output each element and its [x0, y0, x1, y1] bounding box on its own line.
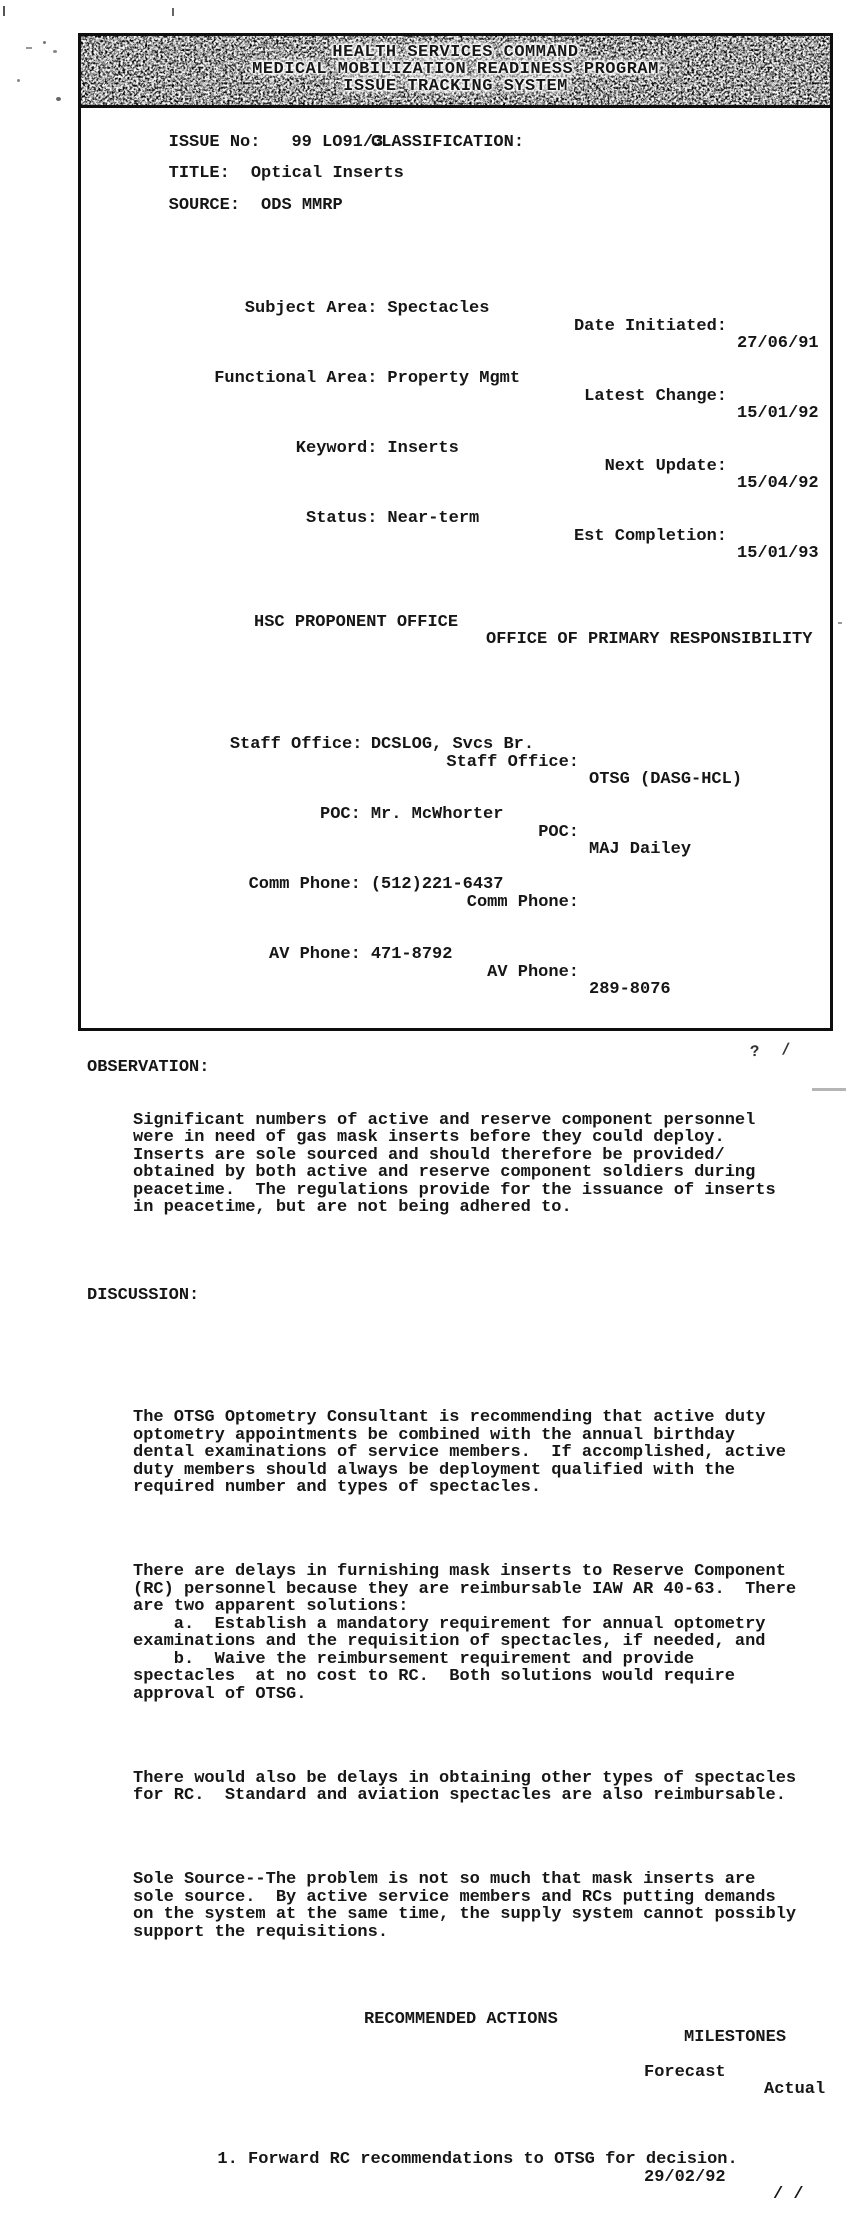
scan-artifact [17, 79, 20, 82]
header-line-3: ISSUE TRACKING SYSTEM [343, 77, 568, 96]
header-title-block [81, 36, 830, 95]
office-right-label: AV Phone: [487, 962, 579, 982]
office-right-value: 289-8076 [589, 980, 671, 999]
attribute-left-label: Functional Area: [214, 369, 378, 388]
attribute-right-label: Est Completion: [573, 526, 727, 546]
action-text: 1. Forward RC recommendations to OTSG for decision. [217, 2150, 738, 2169]
discussion-paragraph: Sole Source--The problem is not so much that mask inserts are sole source. By active service members and RCs putting demands on the system at the same time, the supply system cannot possibly support the requisitions. [133, 1870, 797, 1942]
office-right-value: OTSG (DASG-HCL) [589, 770, 743, 789]
scan-artifact [838, 622, 842, 624]
recommended-action-row [87, 2134, 824, 2204]
attribute-right-label: Latest Change: [584, 386, 727, 406]
forecast-column-label: Forecast [644, 2062, 726, 2082]
office-left-value: Mr. McWhorter [370, 805, 504, 824]
scan-artifact [3, 6, 5, 16]
office-row [87, 719, 824, 789]
observation-body: Significant numbers of active and reserve component personnel were in need of gas mask inserts before they could deploy. Inserts are sole sourced and should therefore be provided/ obtained by both active and reserve component soldiers during peacetime. The regulations provide for the issuance of inserts in peacetime, but are not being adhered to. [133, 1110, 776, 1217]
attribute-left-label: Keyword: [295, 439, 378, 458]
source-value: ODS MMRP [261, 195, 343, 215]
attribute-right-label: Next Update: [604, 456, 727, 476]
discussion-paragraph: There would also be delays in obtaining other types of spectacles for RC. Standard and aviation spectacles are also reimbursable. [133, 1768, 797, 1805]
office-left-label: Staff Office: [229, 735, 363, 754]
discussion-heading: DISCUSSION: [87, 1285, 200, 1305]
title-value: Optical Inserts [250, 164, 404, 183]
attribute-row [87, 493, 824, 563]
office-primary-responsibility-heading: OFFICE OF PRIMARY RESPONSIBILITY [486, 630, 813, 649]
scan-artifact [56, 97, 61, 101]
recommended-actions-heading: RECOMMENDED ACTIONS [364, 2010, 558, 2029]
discussion-paragraphs [87, 1339, 824, 1976]
source-label: SOURCE: [168, 195, 241, 215]
issue-no-label: ISSUE No: [168, 132, 261, 152]
classification-label: CLASSIFICATION: [371, 132, 525, 152]
office-row [87, 789, 824, 859]
attribute-right-value: 15/01/93 [737, 544, 819, 563]
office-left-label: Comm Phone: [248, 875, 361, 894]
attribute-left-label: Status: [306, 509, 378, 528]
attribute-left-value: Near-term [387, 509, 480, 528]
attribute-left-value: Inserts [387, 439, 459, 458]
attribute-left-value: Property Mgmt [387, 369, 521, 388]
attribute-right-value: 27/06/91 [737, 334, 819, 353]
office-headings-row [87, 596, 824, 649]
issue-number-row [87, 116, 824, 152]
discussion-paragraph: The OTSG Optometry Consultant is recommending that active duty optometry appointments be combined with the annual birthday dental examinations of service members. If accomplished, active duty members should always be deployment qualified with the required number and types of spectacles. [133, 1408, 786, 1497]
handwritten-page-mark: ? / [749, 1040, 798, 1062]
observation-heading: OBSERVATION: [87, 1058, 210, 1077]
issue-no-value: 99 LO91/3 [291, 132, 384, 152]
office-right-label: Comm Phone: [466, 892, 579, 912]
office-left-value: DCSLOG, Svcs Br. [370, 735, 535, 754]
attribute-left-label: Subject Area: [244, 299, 378, 318]
action-actual-date: / / [773, 2185, 804, 2204]
scan-artifact [172, 8, 174, 16]
attribute-row [87, 353, 824, 423]
discussion-paragraph: There are delays in furnishing mask inserts to Reserve Component (RC) personnel because they are reimbursable IAW AR 40-63. There are two apparent solutions: a. Establish a mandatory requirement for annual optometry examinations and the requisition of spectacles, if needed, and b. Waive the reimbursement requirement and provide spectacles at no cost to RC. Both solutions would require approval of OTSG. [133, 1562, 797, 1704]
attribute-right-label: Date Initiated: [573, 316, 727, 336]
office-row [87, 929, 824, 999]
recommended-action-items [87, 2064, 824, 2204]
office-right-value: MAJ Dailey [589, 840, 692, 859]
attributes-block [87, 213, 824, 563]
discussion-section [87, 1252, 824, 2012]
scan-artifact [53, 50, 57, 53]
attribute-row [87, 283, 824, 353]
office-row [87, 859, 824, 912]
attribute-left-value: Spectacles [387, 299, 490, 318]
attribute-right-value: 15/01/92 [737, 404, 819, 423]
office-right-label: POC: [538, 822, 579, 842]
attribute-row [87, 423, 824, 493]
milestones-heading: MILESTONES [684, 2027, 787, 2047]
title-label: TITLE: [168, 164, 230, 183]
document-header-banner [81, 36, 830, 108]
office-right-label: Staff Office: [446, 752, 579, 772]
actual-column-label: Actual [764, 2080, 826, 2099]
document-body [81, 116, 830, 2204]
office-left-label: AV Phone: [269, 945, 361, 964]
header-line-1: HEALTH SERVICES COMMAND [332, 43, 579, 62]
scan-artifact [43, 41, 46, 44]
offices-block [87, 561, 824, 1016]
office-left-value: 471-8792 [370, 945, 453, 964]
office-left-label: POC: [320, 805, 361, 824]
office-left-value: (512)221-6437 [370, 875, 504, 894]
document-frame [78, 33, 833, 2204]
header-line-2: MEDICAL MOBILIZATION READINESS PROGRAM [252, 60, 659, 79]
office-rows [87, 649, 824, 999]
action-forecast-date: 29/02/92 [644, 2167, 726, 2187]
scan-artifact [26, 47, 32, 49]
attribute-right-value: 15/04/92 [737, 474, 819, 493]
hsc-proponent-office-heading: HSC PROPONENT OFFICE [254, 612, 459, 632]
milestones-column-labels [87, 2046, 826, 2099]
observation-section [87, 1024, 824, 1252]
